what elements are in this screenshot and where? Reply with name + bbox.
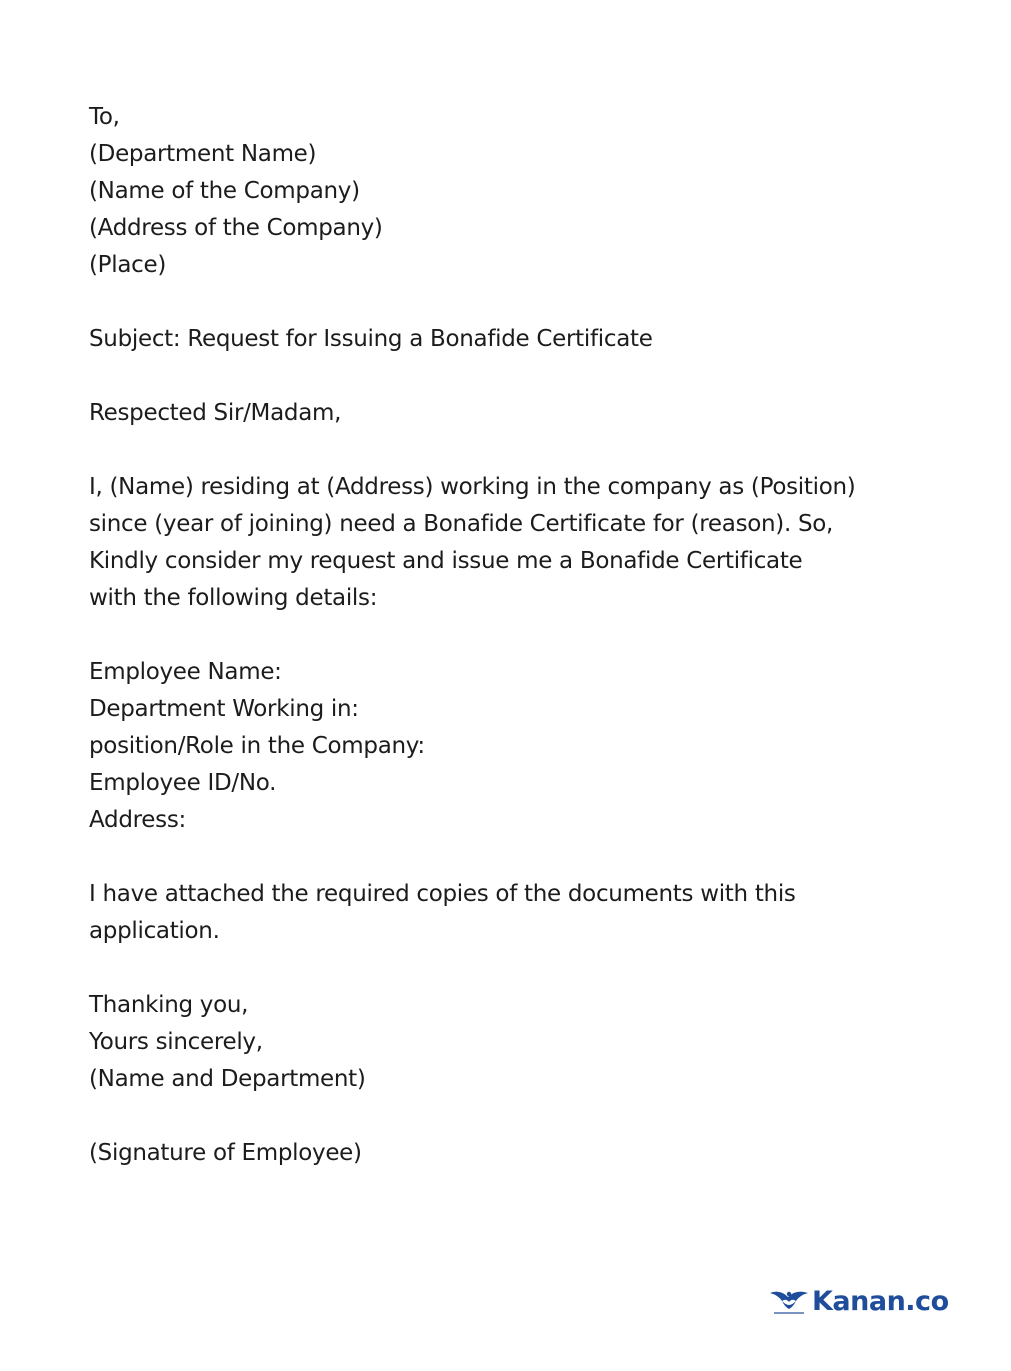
body-line: Kindly consider my request and issue me a Bonafide Certificate (89, 548, 803, 574)
recipient-line: (Name of the Company) (89, 178, 360, 204)
body-line: with the following details: (89, 585, 378, 611)
detail-line: Employee ID/No. (89, 770, 277, 796)
closing-line: Thanking you, (89, 992, 249, 1018)
body-line: I, (Name) residing at (Address) working in the company as (Position) (89, 474, 856, 500)
closing-line: (Name and Department) (89, 1066, 366, 1092)
recipient-line: (Place) (89, 252, 166, 278)
recipient-line: To, (89, 104, 120, 130)
kanan-logo-text: Kanan.co (812, 1285, 949, 1317)
kanan-logo (768, 1284, 949, 1318)
attachment-line: I have attached the required copies of the documents with this (89, 881, 796, 907)
kanan-logo-icon (768, 1285, 810, 1317)
signature-line: (Signature of Employee) (89, 1140, 362, 1166)
body-line: since (year of joining) need a Bonafide Certificate for (reason). So, (89, 511, 834, 537)
detail-line: Employee Name: (89, 659, 282, 685)
recipient-line: (Department Name) (89, 141, 317, 167)
detail-line: Address: (89, 807, 186, 833)
closing-line: Yours sincerely, (89, 1029, 263, 1055)
recipient-line: (Address of the Company) (89, 215, 383, 241)
attachment-line: application. (89, 918, 220, 944)
detail-line: Department Working in: (89, 696, 359, 722)
subject-line: Subject: Request for Issuing a Bonafide Certificate (89, 326, 653, 352)
detail-line: position/Role in the Company: (89, 733, 425, 759)
salutation: Respected Sir/Madam, (89, 400, 342, 426)
letter-body (89, 99, 939, 1172)
